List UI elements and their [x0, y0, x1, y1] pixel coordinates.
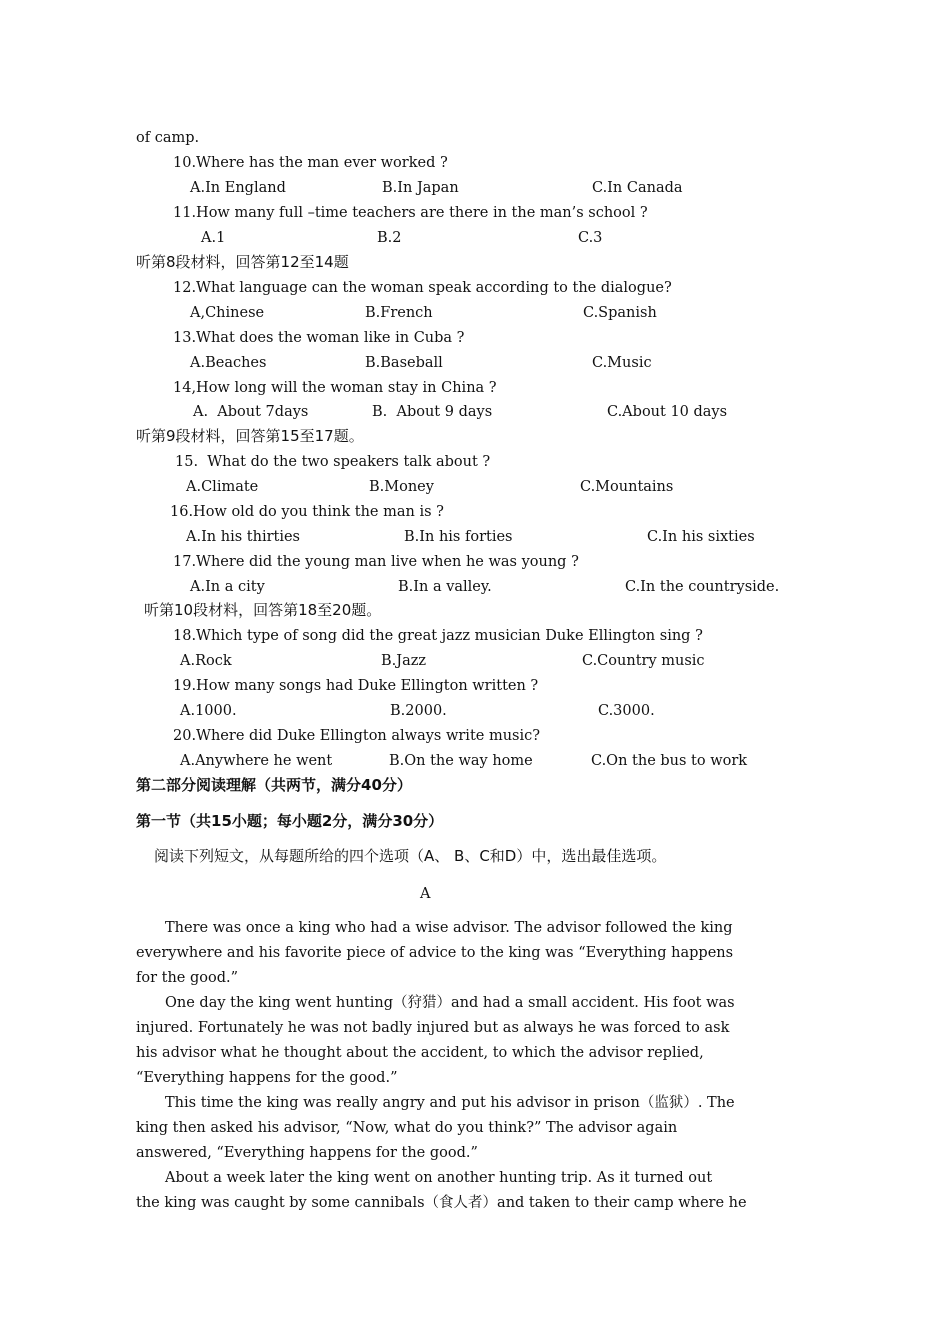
question-19-option-b: B.2000. — [390, 703, 447, 719]
passage-paragraph-3 — [136, 1091, 814, 1166]
passage-paragraph-2 — [136, 991, 814, 1091]
question-13-option-b: B.Baseball — [365, 355, 443, 371]
passage-line: One day the king went hunting（狩猎）and had a small accident. His foot was — [165, 995, 735, 1011]
passage-line: “Everything happens for the good.” — [136, 1070, 398, 1086]
question-16-stem: 16.How old do you think the man is ? — [170, 504, 444, 520]
question-10-option-a: A.In England — [190, 180, 286, 196]
passage-line: injured. Fortunately he was not badly injured but as always he was forced to ask — [136, 1020, 730, 1036]
question-14-option-b: B. About 9 days — [372, 404, 493, 420]
passage-label: A — [420, 886, 431, 902]
question-15-stem: 15. What do the two speakers talk about ? — [175, 454, 491, 470]
passage-line: king then asked his advisor, “Now, what do you think?” The advisor again — [136, 1120, 678, 1136]
question-20-option-c: C.On the bus to work — [591, 753, 748, 769]
question-19-stem: 19.How many songs had Duke Ellington written ? — [173, 678, 539, 694]
question-11-option-c: C.3 — [578, 230, 603, 246]
question-12-option-c: C.Spanish — [583, 305, 657, 321]
question-16-option-b: B.In his forties — [404, 529, 513, 545]
question-18-option-b: B.Jazz — [381, 653, 427, 669]
question-10-option-b: B.In Japan — [382, 180, 459, 196]
question-15-option-a: A.Climate — [186, 479, 259, 495]
question-18-option-a: A.Rock — [180, 653, 232, 669]
question-12-stem: 12.What language can the woman speak according to the dialogue? — [173, 280, 672, 296]
section-10-heading: 听第10段材料，回答第18至20题。 — [144, 601, 382, 619]
passage-line: There was once a king who had a wise advisor. The advisor followed the king — [165, 920, 733, 936]
passage-line: his advisor what he thought about the accident, to which the advisor replied, — [136, 1045, 704, 1061]
question-11-option-a: A.1 — [201, 230, 226, 246]
section-9-heading: 听第9段材料，回答第15至17题。 — [136, 427, 364, 445]
question-11-option-b: B.2 — [377, 230, 402, 246]
question-13-stem: 13.What does the woman like in Cuba ? — [173, 330, 465, 346]
passage-paragraph-4 — [136, 1166, 814, 1216]
question-19-option-c: C.3000. — [598, 703, 655, 719]
question-20-stem: 20.Where did Duke Ellington always write music? — [173, 728, 541, 744]
question-13-option-c: C.Music — [592, 355, 652, 371]
question-15-option-c: C.Mountains — [580, 479, 674, 495]
section-8-heading: 听第8段材料，回答第12至14题 — [136, 253, 349, 271]
passage-line: everywhere and his favorite piece of advice to the king was “Everything happens — [136, 945, 734, 961]
part-2-title: 第二部分阅读理解（共两节，满分40分） — [136, 776, 412, 794]
question-17-option-c: C.In the countryside. — [625, 579, 780, 595]
question-17-stem: 17.Where did the young man live when he was young ? — [173, 554, 579, 570]
question-18-option-c: C.Country music — [582, 653, 705, 669]
question-12-option-b: B.French — [365, 305, 433, 321]
question-11-stem: 11.How many full –time teachers are there in the man’s school ? — [173, 205, 648, 221]
question-20-option-b: B.On the way home — [389, 753, 533, 769]
question-14-option-c: C.About 10 days — [607, 404, 728, 420]
question-10-stem: 10.Where has the man ever worked ? — [173, 155, 448, 171]
passage-line: answered, “Everything happens for the good.” — [136, 1145, 478, 1161]
question-15-option-b: B.Money — [369, 479, 434, 495]
passage-line: the king was caught by some cannibals（食人者）and taken to their camp where he — [136, 1195, 747, 1211]
question-20-option-a: A.Anywhere he went — [180, 753, 333, 769]
question-18-stem: 18.Which type of song did the great jazz musician Duke Ellington sing ? — [173, 628, 703, 644]
passage-line: for the good.” — [136, 970, 239, 986]
question-10-option-c: C.In Canada — [592, 180, 683, 196]
question-19-option-a: A.1000. — [180, 703, 237, 719]
passage-line: About a week later the king went on another hunting trip. As it turned out — [165, 1170, 713, 1186]
section-1-title: 第一节（共15小题；每小题2分，满分30分） — [136, 812, 444, 830]
question-17-option-b: B.In a valley. — [398, 579, 492, 595]
question-16-option-a: A.In his thirties — [186, 529, 301, 545]
question-17-option-a: A.In a city — [190, 579, 265, 595]
top-fragment: of camp. — [136, 130, 200, 146]
question-13-option-a: A.Beaches — [190, 355, 267, 371]
question-16-option-c: C.In his sixties — [647, 529, 755, 545]
question-12-option-a: A,Chinese — [190, 305, 265, 321]
passage-line: This time the king was really angry and put his advisor in prison（监狱）. The — [165, 1095, 735, 1111]
question-14-stem: 14,How long will the woman stay in China ? — [173, 380, 497, 396]
passage-paragraph-1 — [136, 916, 814, 991]
reading-instruction: 阅读下列短文，从每题所给的四个选项（A、 B、C和D）中，选出最佳选项。 — [154, 847, 667, 865]
question-14-option-a: A. About 7days — [193, 404, 309, 420]
